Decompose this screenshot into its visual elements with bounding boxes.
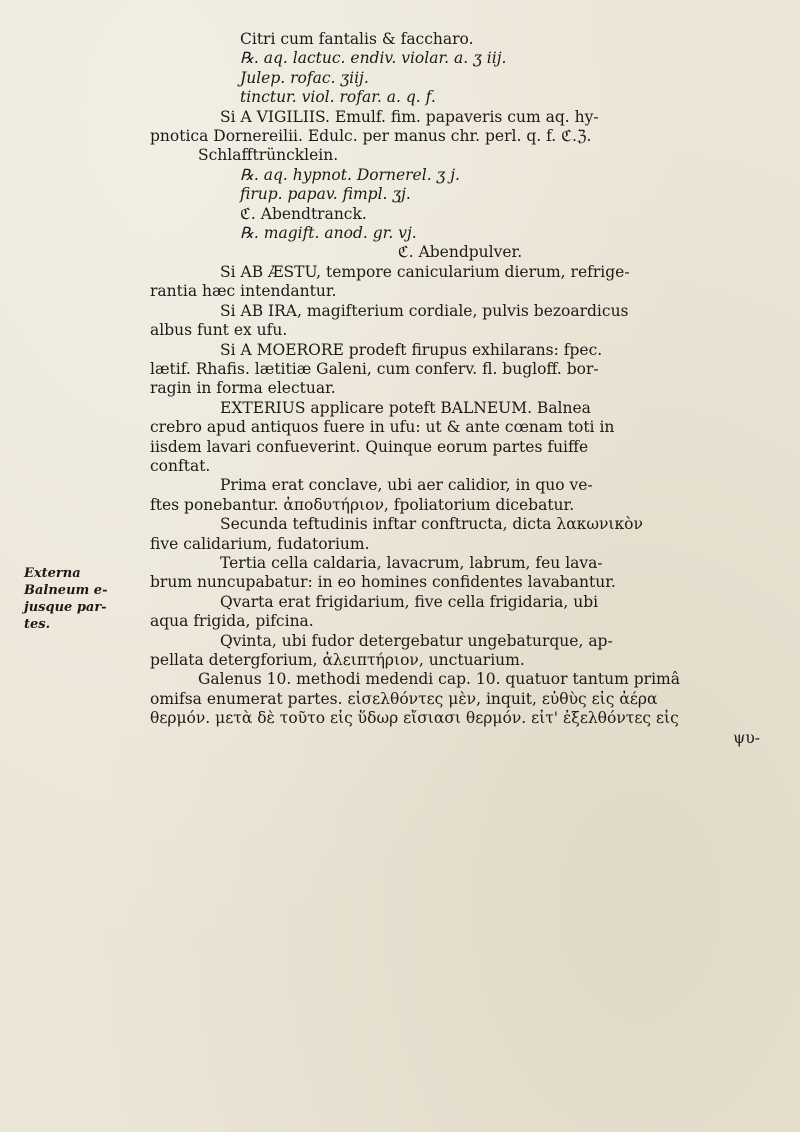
text-line: crebro apud antiquos fuere in ufu: ut & ante cœnam toti in (150, 418, 615, 437)
margin-note-line: tes. (24, 617, 51, 632)
text-line: firup. papav. fimpl. ʒj. (240, 185, 411, 204)
body-text (150, 30, 770, 748)
text-line: conftat. (150, 456, 211, 475)
margin-note (24, 565, 134, 633)
text-line: tinctur. viol. rofar. a. q. f. (240, 88, 436, 107)
text-line: Qvinta, ubi fudor detergebatur ungebaturque, ap- (220, 631, 613, 650)
text-line: ℭ. Abendpulver. (397, 243, 523, 262)
text-line: ℞. aq. lactuc. endiv. violar. a. ʒ iij. (240, 49, 507, 68)
text-line: Citri cum fantalis & faccharo. (240, 30, 474, 48)
margin-note-line: Balneum e- (24, 583, 108, 598)
margin-note-line: Externa (24, 566, 81, 581)
text-line: albus funt ex ufu. (150, 321, 288, 340)
text-line: Secunda teftudinis inftar conftructa, dicta λακωνικὸν (220, 515, 643, 534)
text-line: Schlafftrüncklein. (198, 146, 339, 165)
text-line: lætif. Rhafis. lætitiæ Galeni, cum conferv. fl. bugloff. bor- (150, 359, 599, 378)
text-line: Si AB ÆSTU, tempore canicularium dierum, refrige- (220, 262, 630, 281)
text-line: Si AB IRA, magifterium cordiale, pulvis bezoardicus (220, 301, 629, 320)
text-line: θερμόν. μετὰ δὲ τοῦτο εἰς ὕδωρ εἴσιασι θερμόν. εἶτ' ἐξελθόντες εἰς (150, 709, 679, 728)
text-line: ℭ. Abendtranck. (240, 204, 367, 223)
text-line: aqua frigida, pifcina. (150, 612, 314, 631)
text-line: ragin in forma electuar. (150, 379, 336, 398)
text-line: five calidarium, fudatorium. (150, 534, 370, 553)
text-line: Galenus 10. methodi medendi cap. 10. quatuor tantum primâ (198, 670, 680, 689)
text-line: pellata detergforium, ἀλειπτήριον, unctuarium. (150, 651, 525, 669)
text-line: Si A MOERORE prodeft firupus exhilarans: fpec. (220, 340, 603, 359)
text-line: Julep. rofac. ʒiij. (240, 68, 369, 87)
text-line: EXTERIUS applicare poteft BALNEUM. Balnea (220, 398, 591, 417)
text-line: brum nuncupabatur: in eo homines confidentes lavabantur. (150, 573, 616, 592)
text-line: rantia hæc intendantur. (150, 282, 337, 301)
text-line: iisdem lavari confueverint. Quinque eorum partes fuiffe (150, 437, 589, 456)
text-line: Si A VIGILIIS. Emulf. fim. papaveris cum aq. hy- (220, 107, 599, 126)
text-line: ℞. aq. hypnot. Dornerel. ʒ j. (240, 165, 460, 184)
text-line: ftes ponebantur. ἀποδυτήριον, fpoliatorium dicebatur. (150, 495, 575, 514)
text-line: pnotica Dornereilii. Edulc. per manus chr. perl. q. f. ℭ.ℨ. (150, 127, 592, 146)
text-line: Qvarta erat frigidarium, five cella frigidaria, ubi (220, 592, 599, 611)
text-line: omifsa enumerat partes. εἰσελθόντες μὲν, inquit, εὐθὺς εἰς ἀέρα (150, 689, 658, 708)
text-line: ψυ- (733, 728, 760, 747)
text-line: ℞. magift. anod. gr. vj. (240, 224, 417, 243)
text-line: Tertia cella caldaria, lavacrum, labrum, feu lava- (220, 553, 603, 572)
margin-note-line: jusque par- (24, 600, 107, 615)
text-line: Prima erat conclave, ubi aer calidior, in quo ve- (220, 476, 593, 495)
